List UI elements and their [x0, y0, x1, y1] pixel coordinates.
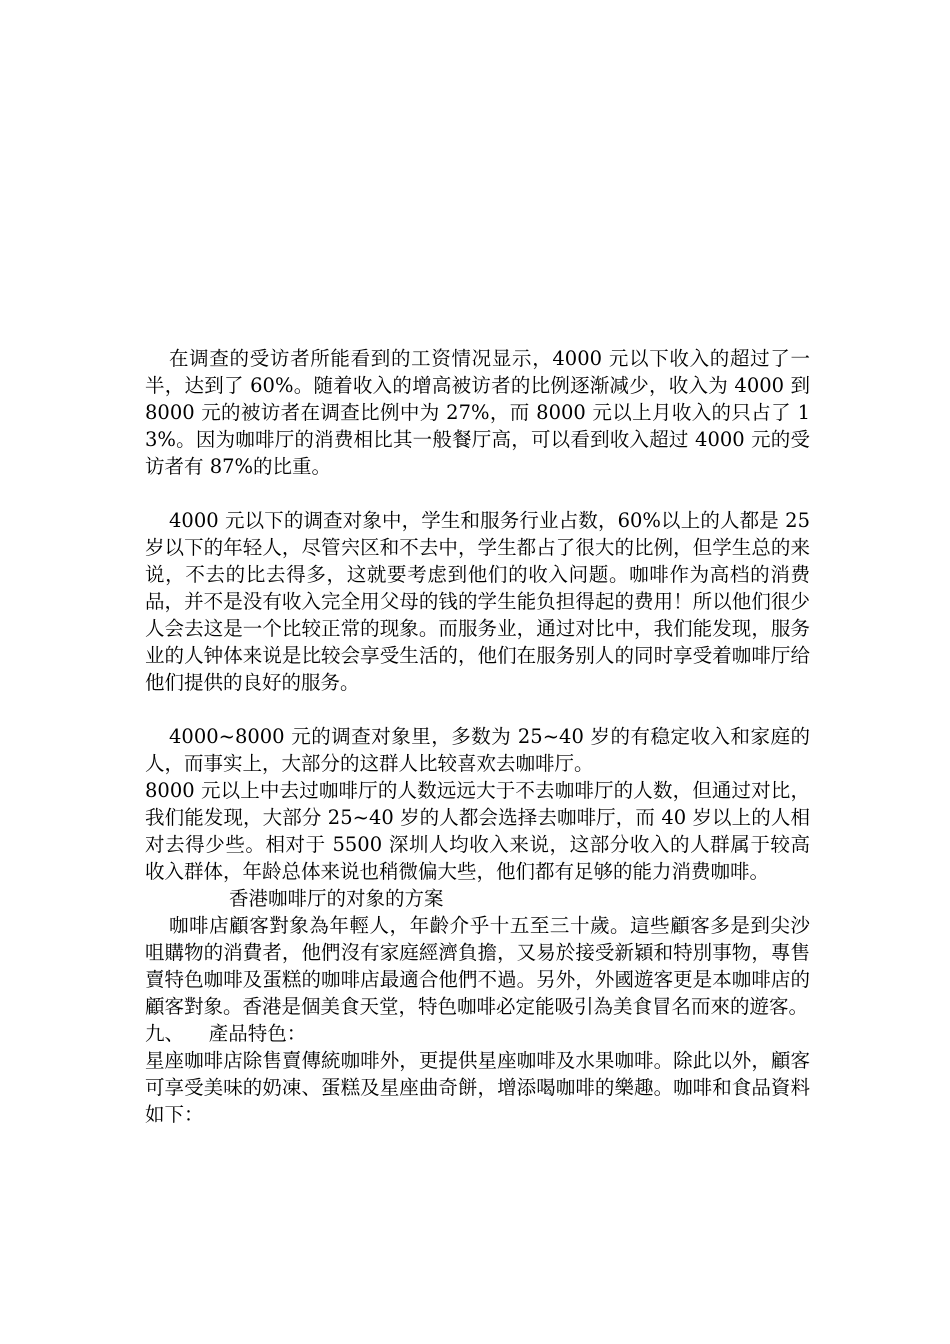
paragraph-income-overview: 在调查的受访者所能看到的工资情况显示，4000 元以下收入的超过了一半，达到了 60%。随着收入的增高被访者的比例逐渐减少，收入为 4000 到 8000 元的被访者在调查比例中为 27%，而 8000 元以上月收入的只占了 13%。因为咖啡厅的消费相比其一般餐厅高，可以看到收入超过 4000 元的受访者有 87%的比重。 — [145, 347, 810, 478]
paragraph-4000-8000: 4000~8000 元的调查对象里，多数为 25~40 岁的有稳定收入和家庭的人，而事实上，大部分的这群人比较喜欢去咖啡厅。 — [145, 725, 810, 775]
paragraph-customer-target: 咖啡店顧客對象為年輕人，年齡介乎十五至三十歲。這些顧客多是到尖沙咀購物的消費者，他們沒有家庭經濟負擔，又易於接受新穎和特別事物，專售賣特色咖啡及蛋糕的咖啡店最適合他們不過。另外，外國遊客更是本咖啡店的顧客對象。香港是個美食天堂，特色咖啡必定能吸引為美食冒名而來的遊客。 — [145, 914, 810, 1018]
paragraph-under-4000: 4000 元以下的调查对象中，学生和服务行业占数，60%以上的人都是 25 岁以下的年轻人，尽管宍区和不去中，学生都占了很大的比例，但学生总的来说，不去的比去得多，这就要考虑到他们的收入问题。咖啡作为高档的消费品，并不是没有收入完全用父母的钱的学生能负担得起的费用！所以他们很少人会去这是一个比较正常的现象。而服务业，通过对比中，我们能发现，服务业的人钟体来说是比较会享受生活的，他们在服务别人的同时享受着咖啡厅给他们提供的良好的服务。 — [145, 509, 810, 694]
paragraph-product-features: 星座咖啡店除售賣傳統咖啡外，更提供星座咖啡及水果咖啡。除此以外，顧客可享受美味的奶凍、蛋糕及星座曲奇餅，增添喝咖啡的樂趣。咖啡和食品資料如下： — [145, 1049, 810, 1126]
paragraph-over-8000: 8000 元以上中去过咖啡厅的人数远远大于不去咖啡厅的人数，但通过对比，我们能发现，大部分 25~40 岁的人都会选择去咖啡厅，而 40 岁以上的人相对去得少些。相对于 5500 深圳人均收入来说，这部分收入的人群属于较高收入群体，年龄总体来说也稍微偏大些，他们都有足够的能力消费咖啡。 — [145, 779, 810, 883]
document-body — [145, 345, 810, 1128]
section-nine-heading: 九、 產品特色： — [145, 1022, 307, 1045]
hong-kong-plan-heading: 香港咖啡厅的对象的方案 — [229, 887, 444, 910]
